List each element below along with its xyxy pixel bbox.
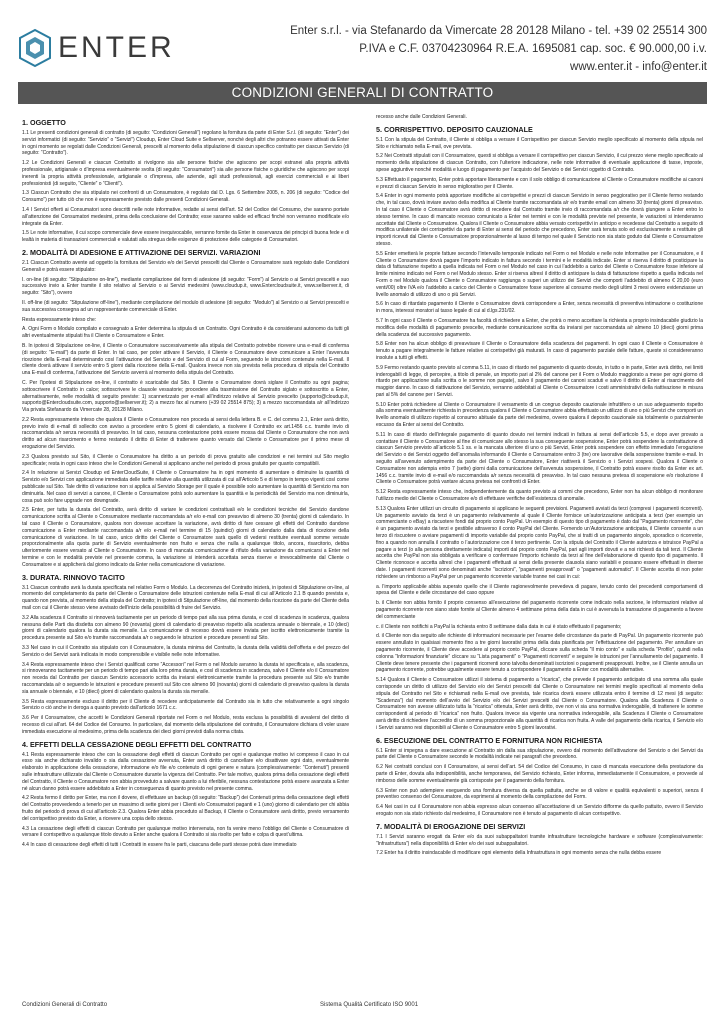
clause-paragraph: 3.3 Nel caso in cui il Contratto sia stipulato con il Consumatore, la durata minima del Contratto, la durata della validità dell’offerta e del prezzo del Servizio o dei Servizi sarà indicata in modo comprensibile e visibile nelle note informative.: [22, 645, 349, 658]
clause-paragraph: 4.4 In caso di cessazione degli effetti di tutti i Contratti in essere fra le parti, ciascuna delle parti stesse potrà dare immediato: [22, 842, 297, 849]
footer-certification: Sistema Qualità Certificato ISO 9001: [320, 1002, 419, 1008]
section-heading: 2. MODALITÀ DI ADESIONE E ATTIVAZIONE DEI SERVIZI. VARIAZIONI: [22, 247, 261, 257]
page-footer: [22, 1002, 703, 1014]
clause-paragraph: 3.6 Per il Consumatore, che accetti le Condizioni Generali riportate nel Form o nel Modulo, resta esclusa la possibilità di avvalersi del diritto di recesso di cui all’art. 64 del Codice del Consumo. In particolare, dal momento della stipulazione del contratto, il Consumatore dichiara di voler usare immediata esecuzione al medesimo, prima della scadenza dei dieci giorni previsti dalla norma citata.: [22, 715, 349, 735]
page-header: [0, 0, 725, 80]
clause-paragraph: 6.2 Nei contratti conclusi con il Consumatore, ai sensi dell’art. 54 del Codice del Consumo, in caso di mancata esecuzione della prestazione da parte di Enter, dovuta alla indisponibilità, anche temporanea, del Servizio richiesto, Enter informa, immediatamente il Consumatore, e provvede al rimborso delle somme eventualmente già corrisposte per il pagamento della fornitura.: [376, 764, 703, 784]
clause-paragraph: 6.3 Enter non può adempiere eseguendo una fornitura diversa da quella pattuita, anche se di valore e qualità equivalenti o superiori, senza il preventivo consenso del Consumatore, da esprimersi al momento della compilazione del Form.: [376, 787, 703, 801]
clause-paragraph: 1.2 Le Condizioni Generali e ciascun Contratto si rivolgono sia alle persone fisiche che agiscono per scopi estranei alla propria attività professionale, artigianale o d’impresa eventualmente svolta (di seguito: “Consumatori”) sia alle persone fisiche o giuridiche che agiscono per scopi inerenti la propria attività professionale, artigianale o d’impresa, alle aziende, agli studi professionali, agli esercizi commerciali e ai liberi professionisti (di seguito, “Cliente” o “Clienti”).: [22, 160, 349, 187]
clause-paragraph: 1.4 I Servizi offerti ai Consumatori sono descritti nelle note informative, redatte ai sensi dell’art. 52 del Codice del Consumo, che saranno portate all’attenzione dei Consumatori medesimi, prima della conclusione del Contratto; esse saranno valide ed efficaci finché non verranno modificate e/o integrate da Enter.: [22, 206, 349, 227]
clause-paragraph: 4.3 La cessazione degli effetti di ciascun Contratto per qualunque motivo intervenuta, non fa venire meno l’obbligo del Cliente o Consumatore di versare il corrispettivo a qualunque titolo dovuto a Enter anche qualora il Contratto si sia risolto per fatto e colpa di quest’ultima.: [22, 825, 349, 839]
clause-paragraph: 6.1 Enter si impegna a dare esecuzione al Contratto sin dalla sua stipulazione, ovvero dal momento dell’attivazione del Servizio o dei Servizi da parte del Cliente o Consumatore secondo le modalità indicate nei paragrafi che precedono.: [376, 747, 703, 761]
section-heading: 3. DURATA. RINNOVO TACITO: [22, 572, 125, 582]
clause-paragraph: 3.2 Alla scadenza il Contratto si rinnoverà tacitamente per un periodo di tempo pari alla sua prima durata, e così di scadenza in scadenza, qualora nessuna delle Parti dia disdetta con almeno 90 (novanta) giorni di calendario di preavviso rispetto alla scadenza annuale o biennale, e 10 (dieci) giorni di calendario qualora la durata sia mensile. La comunicazione di recesso dovrà essere inviata per iscritto elettronicamente tramite la procedura presente sul Sito e/o tramite raccomandata a/r o seguendo le istruzioni e procedure presenti sul Sito.: [22, 614, 349, 642]
clause-paragraph: C. Per l’ipotesi di Stipulazione on-line, il contratto è scaricabile dal Sito. Il Cliente o Consumatore dovrà siglare il Contratto su ogni pagina; sottoscrivere il Contratto in calce; sottoscrivere le clausole vessatorie; procedere alla trasmissione del Contratto siglato e sottoscritto a Enter, alternativamente, nelle modalità di seguito previste: 1) scannerizzato per e-mail all’indirizzo relativo al Servizio prescelto (supporto@cloudup.it, supporto@Entercloudsuite.com, supporto@sellserver.it); 2) a mezzo fax al numero (+39 02 25514 875); 3) a mezzo raccomandata a/r all’indirizzo Via privata Stefanardo da Vimercate 28, 20128 Milano.: [22, 379, 349, 414]
clause-paragraph: 2.1 Ciascun Contratto avente ad oggetto la fornitura del Servizio e/o dei Servizi prescelti dal Cliente o Consumatore sarà regolato dalle Condizioni Generali e potrà essere stipulato:: [22, 259, 349, 273]
clause-paragraph: 5.4 Enter in ogni momento potrà apportare modifiche ai corrispettivi e prezzi di ciascun Servizio in senso peggiorativo per il Cliente fermo restando che, in tal caso, dovrà inviare avviso della modifica al Cliente tramite raccomandata a/r e/o tramite email con almeno 30 (trenta) giorni di preavviso. In tal caso il Cliente o Consumatore avrà diritto di recedere dal Contratto tramite invio di raccomandata a/r che dovrà giungere a Enter entro lo stesso termine. In caso di mancato recesso comunicato a Enter nei termini e con le modalità previste nel presente, le variazioni si intenderanno accettate dal Cliente o Consumatore. Qualora il Cliente o Consumatore abbia versato corrispettivi in anticipo e recedesse dal Contratto a seguito di modifica unilaterale dei corrispettivi da parte di Enter ai sensi del periodo che precedono, Enter sarà tenuta solo ed esclusivamente a restituire gli importi ricevuti dal Cliente o Consumatore proporzionalmente al lasso di tempo nel quale il Servizio non sia stato goduto dal Cliente o Consumatore stesso.: [376, 193, 703, 247]
clause-paragraph: 5.2 Nei Contratti stipulati con il Consumatore, questi si obbliga a versare il corrispettivo per ciascun Servizio, il cui prezzo viene meglio specificato al momento della stipulazione di ciascun Contratto, con l’ulteriore indicazione, nelle note informative di eventuale applicazione di tasse, imposte, spese aggiuntive nonché modalità e luogo di pagamento per l’acquisto del Servizio o dei Servizi oggetto di Contratto.: [376, 153, 703, 173]
clause-paragraph: 5.3 Effettuato il pagamento, Enter potrà apportare liberamente e con il solo obbligo di comunicazione al Cliente o Consumatore modifiche ai canoni e prezzi di ciascun Servizio in senso migliorativo per il Cliente.: [376, 176, 703, 190]
clause-paragraph: 5.14 Qualora il Cliente o Consumatore utilizzi il sistema di pagamento a “ricarica”, che prevede il pagamento anticipato di una somma alla quale corrisponde un diritto di utilizzo del Servizio e/o dei Servizi prescelti dal Cliente o Consumatore nei termini meglio specificati al momento della stipula del Contratto nel Sito e richiamati nella E-mail ove prevista, tale ricarica dovrà essere utilizzata entro il termine di 12 mesi (di seguito: “Scadenza”) dal momento dell’avvio del Servizio e/o dei Servizi prescelti dal Cliente o Consumatore. Qualora alla Scadenza il Cliente o Consumatore non avesse utilizzato tutta la “ricarica” ottenuta, Enter avrà diritto, ove non vi sia una normativa inderogabile, di trattenere le somme corrispondenti al periodo di “ricarica” non fruito. Qualora invece sia vigente una normativa inderogabile, alla Scadenza il Cliente o Consumatore avrà diritto di richiedere l’accredito di un somma proporzionale alla quantità di ricarica non fruita. A valle del pagamento della ricarica, il Servizio e/o i Servizi saranno resi disponibili al Cliente o Consumatore entro 5 giorni lavorativi.: [376, 677, 703, 731]
section-heading: 1. OGGETTO: [22, 118, 66, 127]
clause-paragraph: 2.2 Resta espressamente inteso che qualora il Cliente o Consumatore non proceda ai sensi della lettera B. e C. del comma 2.1, Enter avrà diritto, previo invio di e-mail di sollecito con avviso a procedere entro 5 giorni di calendario, a risolvere il Contratto ex art.1456 c.c. tramite invio di raccomandata a/r senza necessità di preavviso. In tal caso, nessuna contestazione potrà essere mossa dal Cliente o Consumatore che non avrà diritto ad alcun risarcimento e fermo restando il diritto di Enter di trattenere quanto versato dal Cliente o Consumatore per il primo mese di erogazione del Servizio.: [22, 416, 349, 451]
company-address: Enter s.r.l. - via Stefanardo da Vimercate 28 20128 Milano - tel. +39 02 25514 300: [290, 25, 707, 37]
contract-body: [22, 114, 703, 998]
left-column: [22, 114, 349, 998]
clause-paragraph: d. il Cliente non dia seguito alle richieste di informazioni necessarie per l’esame delle circostanze da parte di PayPal. Un pagamento ricorrente può essere annullato in qualsiasi momento fino a tre giorni lavorativi prima della data pianificata per l’effettuazione del pagamento. Per annullare un pagamento ricorrente, il Cliente deve accedere al proprio conto PayPal, cliccare sulla scheda “Il mio conto” e sulla scheda “Profilo”, quindi nella colonna “Informazioni finanziarie” cliccare su “Lista pagamenti” o “Pagamenti ricorrenti” e seguire le istruzioni per l’annullamento del pagamento. Il Cliente deve tenere presente che i pagamenti ricorrenti sono talvolta denominati iscrizioni o pagamenti preapprovati. Inoltre, se il Cliente annulla un pagamento ricorrente, potrebbe ugualmente essere tenuto a corrispondere il pagamento a Enter con modalità alternative.: [376, 633, 703, 674]
clause-paragraph: 4.1 Resta espressamente inteso che con la cessazione degli effetti di ciascun Contratto per ogni e qualunque motivo ivi compreso il caso in cui esso sia anche dichiarato invalido o sia dalla cessazione avvenuta, Enter avrà diritto di cancellare e/o disattivare ogni dato, eventualmente elaborato in applicazione della cessazione, informazione e/o file e/o contenuto di ogni genere e natura (complessivamente: “Contenuti”) presenti sulle infrastrutture utilizzate dal Cliente o Consumatore durante la vigenza del Contratto. Per tale motivo, qualora prima della cessazione degli effetti del Contratto, il Cliente o Consumatore non abbia provveduto a salvare quanto a lui riferibile, nessuna contestazione potrà essere avanzata a Enter né alcun danno potrà essere addebitato a Enter in conseguenza di quanto previsto nel presente comma.: [22, 751, 349, 792]
clause-paragraph: II. off-line (di seguito: “Stipulazione off-line”), mediante compilazione del modulo di adesione (di seguito: “Modulo”) al Servizio o ai Servizi prescelti e sua successiva consegna ad un rappresentante commerciale di Enter.: [22, 299, 349, 313]
document-title: CONDIZIONI GENERALI DI CONTRATTO: [18, 82, 707, 104]
clause-paragraph: 4.2 Resta fermo il diritto per Enter, ma non il dovere, di effettuare un backup (di seguito: “Backup”) dei Contenuti prima della cessazione degli effetti del Contratto provvedendo a tenerlo per un massimo di sette giorni per i Clienti e/o Consumatori paganti e 1 (uno) giorno di calendario per chi abbia fruito del periodo di prova di cui all’articolo 2.3. Qualora Enter abbia proceduto al Backup, il Cliente o Consumatore avrà diritto, previo versamento del corrispettivo previsto da Enter, a ricevere una copia dello stesso.: [22, 795, 349, 822]
clause-paragraph: 1.1 Le presenti condizioni generali di contratto (di seguito: “Condizioni Generali”) regolano la fornitura da parte di Enter S.r.l. (di seguito: “Enter”) dei servizi informatici (di seguito: “Servizio” o “Servizi”) Cloudup, Enter Cloud Suite e Sellserver, nonché degli altri che potranno essere attivati da Enter in ogni momento se regolati dalle Condizioni Generali, prescelti al momento della stipulazione di ciascun specifico contratto per ciascun Servizio (di seguito: “Contratto”).: [22, 130, 349, 157]
clause-paragraph: 5.8 Enter non ha alcun obbligo di preavvisare il Cliente o Consumatore della scadenza dei pagamenti. In ogni caso il Cliente o Consumatore è tenuto a pagare integralmente le fatture relative ai corrispettivi già maturati. In caso di pagamento parziale delle fatture, queste si considereranno insolute a tutti gli effetti.: [376, 341, 703, 361]
clause-paragraph: 6.4 Nei casi in cui il Consumatore non abbia espresso alcun consenso all’accettazione di un Servizio difforme da quello pattuito, ovvero il Servizio erogato non sia stato richiesto dal medesimo, il Consumatore non è tenuto al pagamento di alcun corrispettivo.: [376, 804, 703, 817]
clause-paragraph: 1.5 Le note informative, il cui scopo commerciale deve essere inequivocabile, verranno fornite da Enter in osservanza dei principi di buona fede e di lealtà in materia di transazioni commerciali e valutati alla stregua delle esigenze di protezione delle categorie di Consumatori.: [22, 230, 349, 244]
clause-paragraph: 7.2 Enter ha il diritto insindacabile di modificare ogni elemento della Infrastruttura in ogni momento senza che nulla debba essere: [376, 850, 662, 857]
clause-paragraph: c. il Cliente non notifichi a PayPal la richiesta entro 8 settimane dalla data in cui è stato effettuato il pagamento;: [376, 623, 622, 630]
clause-paragraph: A. Ogni Form o Modulo compilato e consegnato a Enter determina la stipula di un Contratto. Ogni Contratto è da considerarsi autonomo da tutti gli altri eventualmente stipulati fra il Cliente o Consumatore e Enter.: [22, 326, 349, 340]
brand-name: ENTER: [58, 31, 175, 64]
clause-paragraph: 3.5 Resta espressamente escluso il diritto per il Cliente di recedere anticipatamente dal Contratto sia in tutto che relativamente a ogni singolo Servizio o ciò anche in deroga a quanto previsto dall’articolo 1671 c.c.: [22, 698, 349, 712]
clause-paragraph: 5.12 Resta espressamente inteso che, indipendentemente da quanto previsto ai commi che precedono, Enter non ha alcun obbligo di monitorare l’utilizzo medio del Cliente o Consumatore e/o di effettuare verifiche dell’esistenza di anomalie.: [376, 489, 703, 503]
clause-paragraph: 5.5 Enter emetterà le proprie fatture secondo l’intervallo temporale indicato nel Form o nel Modulo e nelle note informative per il Consumatore, e il Cliente o Consumatore dovrà pagare l’importo indicato in fattura secondo i termini e le modalità indicate. Enter si riserva il diritto di posticipare la data di fatturazione rispetto a quella indicata nel Form o nel Modulo nel caso in cui l’addebito a carico del Cliente o Consumatore fosse inferiore al limite minimo indicato nel Form o nel Modulo stesso. Enter si riserva altresì il diritto di anticipare la data di fatturazione rispetto a quella indicata nel Form o nel Modulo qualora il Cliente o Consumatore raggiunga o superi un utilizzo dei Servizi che comporti l’addebito di almeno € 20,00 (euro venti/00) oltre IVA e/o l’addebito a carico del Cliente o Consumatore fosse superiore al consumo medio degli ultimi 3 mesi ovvero evidenziasse un livello anomalo di utilizzo di uno o più Servizi.: [376, 250, 703, 298]
clause-paragraph: 5.11 In caso di ritardo dell’integrale pagamento di quanto dovuto nei termini indicati in fattura ai sensi dell’articolo 5.5, e dopo aver provato a contattare il Cliente o Consumatore al fine di comunicare allo stesso la sua conseguente sospensione, Enter potrà sospendere la contrattazione di ciascun Servizio previsto all’articolo 5.1 ss. e la mancata ulteriore di uno o più Servizi, Enter potrà sospendere con effetto immediato l’erogazione del Servizio o dei Servizi oggetto dell’anomalia informando il Cliente o Consumatore entro 3 (tre) ore lavorative della sospensione tramite e-mail. In seguito all’avvenuto adempimento da parte del Cliente o Consumatore, Enter riattiverà il Servizio o i Servizi sospesi. Qualora il Cliente o Consumatore non adempia entro 7 (sette) giorni dalla comunicazione dell’avvenuta sospensione, il Contratto potrà essere risolto da Enter ex art. 1456 c.c. tramite invio di e-mail e/o raccomandata a/r senza necessità di preavviso. In tal caso nessuna pretesa di sospensione e/o risoluzione il Cliente o Consumatore potrà vantare alcuna pretesa nei confronti di Enter.: [376, 431, 703, 486]
clause-paragraph: 5.9 Fermo restando quanto previsto al comma 5.11, in caso di ritardo nel pagamento di quanto dovuto, in tutto o in parte, Enter avrà diritto, nei limiti inderogabili di legge, di percepire, a titolo di penale, un importo pari al 2% del canone per il Form o Modulo maggiorato a mese per ogni giorno di ritardo per applicazione sulla scritta o le somme non pagate), salvo il pagamento dei canoni scaduti e salvo il diritto di Enter al risarcimento del maggior danno. In caso di riattivazione del Servizio, verranno addebitati al Cliente o Consumatore i costi amministrativi della riattivazione in misura pari al 5% del canone per i Servizi.: [376, 364, 703, 398]
footer-document-name: Condizioni Generali di Contratto: [22, 1002, 108, 1008]
clause-paragraph: 5.7 In ogni caso il Cliente o Consumatore ha facoltà di richiedere a Enter, che potrà o meno accettare la richiesta a proprio insindacabile giudizio la modifica delle modalità di pagamento prescelte, mediante comunicazione scritta da inviarsi per raccomandata a/r almeno 10 (dieci) giorni prima della scadenza del successivo pagamento.: [376, 317, 703, 338]
clause-paragraph: recesso anche dalle Condizioni Generali.: [376, 114, 467, 120]
clause-paragraph: a. l’importo applicabile abbia superato quello che il Cliente ragionevolmente prevedeva di pagare, tenuto conto dei precedenti comportamenti di spesa del Cliente e delle circostanze del caso oppure: [376, 583, 703, 597]
section-heading: 5. CORRISPETTIVO. DEPOSITO CAUZIONALE: [376, 124, 533, 134]
clause-paragraph: B. In ipotesi di Stipulazione on-line, il Cliente o Consumatore successivamente alla stipula del Contratto potrebbe ricevere una e-mail di conferma (di seguito: “E-mail”) da parte di Enter. In tal caso, per poter attivare il Servizio, il Cliente o Consumatore deve comunicare a Enter l’avvenuta ricezione della E-mail determinando così l’attivazione del Servizio e del Servizio di cui al Form, seguendo le istruzioni contenute nella E-mail. Il cliente dovrà attivare il servizio entro 5 giorni dalla ricezione della E-mail. Qualora invece non sia prevista nella procedura di stipula del Contratto una E-mail di conferma, l’attivazione del Servizio avverrà al momento della stipula del Contratto.: [22, 342, 349, 377]
clause-paragraph: 5.13 Qualora Enter utilizzi un circuito di pagamento si applicano le seguenti previsioni. Pagamenti avviati da terzi (compresi i pagamenti ricorrenti). Un pagamento avviato da terzi è un pagamento relativamente al quale il Cliente fornisce un’autorizzazione anticipata a terzi (per esempio un commerciante o eBay) a riscuotere fondi dal proprio conto PayPal. Un esempio di questo tipo di pagamento è dato dal “Pagamento ricorrente”, che è un pagamento avviato da terzi e gestibile attraverso il conto PayPal del Cliente. Fornendo un’Autorizzazione anticipata, il Cliente consente a un terzo di riscuotere o avviare pagamenti di importo variabile dal proprio conto PayPal, che si tratti di un pagamento singolo, sporadico o ricorrente, fino a quando non annulla il contratto o l’autorizzazione con il terzo pertinente. Con la stipula del Contratto il Cliente autorizza e istruisce PayPal a pagare a terzi (o alla persona direttamente indicata) importi dal proprio conto PayPal, pari agli importi dovuti e a noi richiesti da tali terzi. Il Cliente accetta che PayPal non sia obbligata a verificare o confermare l’importo richiesto da terzi al fine dell’elaborazione di questo tipo di pagamento. Il Cliente riconosce e accetta altresì che i pagamenti effettuati ai sensi della presente clausola siano variabili e possano essere effettuati in diverse date. I pagamenti ricorrenti sono denominati anche “iscrizioni”, “pagamenti preapprovati” o “pagamenti automatici”. Il Cliente accetta di non poter richiedere un rimborso a PayPal per un pagamento ricorrente variabile tranne nei casi in cui:: [376, 505, 703, 580]
clause-paragraph: Resta espressamente inteso che:: [22, 316, 97, 323]
company-info: [290, 22, 707, 76]
clause-paragraph: 7.1 I Servizi saranno erogati da Enter e/o da suoi subappaltatori tramite infrastrutture tecnologiche hardware e software (complessivamente: “Infrastruttura”) nella disponibilità di Enter e/o dei suoi subappaltatori.: [376, 833, 703, 847]
clause-paragraph: 5.6 In caso di ritardato pagamento il Cliente o Consumatore dovrà corrispondere a Enter, senza necessità di preventiva intimazione o costituzione in mora, interessi moratori al tasso legale di cui al d.lgs.231/02.: [376, 301, 703, 315]
clause-paragraph: 5.1 Con la stipula del Contratto, il Cliente si obbliga a versare il Corrispettivo per ciascun Servizio meglio specificato al momento della stipula nel Sito e richiamato nella E-mail, ove prevista.: [376, 136, 703, 150]
clause-paragraph: 2.3 Qualora previsto sul Sito, il Cliente o Consumatore ha diritto a un periodo di prova gratuito alle condizioni e nei termini sul Sito meglio specificate; resta in ogni caso inteso che le Condizioni Generali si applicano anche nel periodo di prova gratuito per quanto compatibili.: [22, 453, 349, 467]
clause-paragraph: 3.4 Resta espressamente inteso che i Servizi qualificati come “Accessori” nel Form o nel Modulo avranno la durata ivi specificata e, alla scadenza, si rinnoveranno tacitamente per un periodo di tempo pari alla loro prima durata, e così di scadenza in scadenza, salvo il Cliente e/o il Consumatore non receda dal Contratto per ciascun Servizio accessorio scritta da inviarsi elettronicamente tramite la procedura presente sul Sito e/o tramite raccomandata a/r o seguendo le istruzioni e procedure presenti sul Sito con almeno 90 (novanta) giorni di calendario di preavviso qualora la durata sia annuale o biennale, e 10 (dieci) giorni di calendario qualora la durata sia mensile.: [22, 661, 349, 695]
clause-paragraph: I. on-line (di seguito: “Stipulazione on-line”), mediante compilazione del form di adesione (di seguito: “Form”) al Servizio o ai Servizi prescelti e suo successivo invio a Enter tramite il sito relativo al Servizio o ai Servizi medesimi (www.cloudup.it, www.Entercloudsuite.it, www.sellserver.it, di seguito: “Sito”), ovvero: [22, 276, 349, 297]
enter-logo-icon: [18, 28, 52, 68]
section-heading: 4. EFFETTI DELLA CESSAZIONE DEGLI EFFETTI DEL CONTRATTO: [22, 739, 252, 749]
enter-logo: [18, 28, 175, 68]
clause-paragraph: 1.3 Ciascun Contratto che sia stipulato nei confronti di un Consumatore, è regolato dal D. Lgs. 6 Settembre 2005, n. 206 (di seguito: “Codice del Consumo”) per tutto ciò che non è espressamente previsto dalle presenti Condizioni Generali.: [22, 190, 349, 204]
right-column: [376, 114, 703, 998]
section-heading: 7. MODALITÀ DI EROGAZIONE DEI SERVIZI: [376, 821, 526, 831]
clause-paragraph: 3.1 Ciascun contratto avrà la durata specificata nel relativo Form o Modulo. La decorrenza del Contratto inizierà, in ipotesi di Stipulazione on-line, al momento del completamento da parte del Cliente o Consumatore delle istruzioni contenute nella E-mail di cui all’Articolo 2.1 B quando prevista e, quando non prevista, al momento della stipula del Contratto; in ipotesi di Stipulazione off-line, dal momento della ricezione da parte del Cliente della mail con cui il Cliente stesso viene avvisato dell’inizio della possibilità di fruire del Servizio.: [22, 584, 349, 612]
company-contacts: www.enter.it - info@enter.it: [570, 61, 707, 73]
clause-paragraph: 2.5 Enter, per tutta la durata del Contratto, avrà diritto di variare le condizioni contrattuali e/o le condizioni tecniche del Servizio dandone comunicazione scritta al Cliente o Consumatore mediante raccomandata a/r e/o e-mail con preavviso di almeno 30 (trenta) giorni di calendario. In tal caso il Cliente o Consumatore, qualora non dovesse accettare la variazione, avrà diritto di fare cessare gli effetti del Contratto dandone comunicazione a Enter mediante raccomandata a/r e/o e-mail nel termine di 15 (quindici) giorni di calendario dalla data di ricezione della comunicazione di variazione. In tal caso, unico diritto del Cliente o Consumatore sarà quello di vedersi restituire eventuali somme versate proporzionalmente alla quota parte di Servizio eventualmente non fruito e senza che nulla a qualunque titolo, ancora, risarcitorio, debba ulteriormente essere versato al Cliente o Consumatore. In caso di mancata comunicazione di rifiuto della variazione da comunicarsi a Enter nel termine e con le modalità previste nel presente comma, la variazione si intenderà accettata senza riserve e irrevocabilmente dal Cliente o Consumatore e si applicherà dal giorno indicato da Enter nella comunicazione di variazione.: [22, 507, 349, 568]
section-heading: 6. ESECUZIONE DEL CONTRATTO E FORNITURA NON RICHIESTA: [376, 735, 603, 745]
clause-paragraph: 5.10 Enter potrà richiedere al Cliente o Consumatore il versamento di un congruo deposito cauzionale infruttifero o un suo adeguamento rispetto alla somma eventualmente richiesta in precedenza qualora il Cliente o Consumatore abbia effettuato un utilizzo di uno o più Servizi che comporti un livello anomalo di utilizzo rispetto al consumo abituale da parte del medesimo, ovvero qualora il deposito cauzionale sia totalmente o parzialmente escusso da Enter ai sensi del Contratto.: [376, 401, 703, 429]
company-registration: P.IVA e C.F. 03704230964 R.E.A. 1695081 cap. soc. € 90.000,00 i.v.: [359, 43, 707, 55]
clause-paragraph: 2.4 In relazione ai Servizi Cloudup ed EnterCloudSuite, il Cliente o Consumatore ha in ogni momento di aumentare o diminuire la quantità di Servizio e/o Servizi con applicazione immediata delle tariffe relative alla quantità utilizzata di cui all’Articolo 5 e di tempo in tempo vigenti così come pubblicate sul Sito. Tale diritto di variazione non si applica al Servizio Storage per il quale è possibile solo aumentare la quantità di Servizio ma non diminuirla. Nel caso di servizi a canone, il Cliente o Consumatore potrà solo aumentare la quantità e la periodicità del Servizio ma non diminuirla, cosa può solo fare upgrade non downgrade.: [22, 470, 349, 504]
clause-paragraph: b. il Cliente non abbia fornito il proprio consenso all’esecuzione del pagamento ricorrente come indicato nella sezione, le informazioni relative al pagamento ricorrente non siano state fornite al Cliente almeno 4 settimane prima della data in cui è avvenuta la transazione di pagamento a favore del commerciante: [376, 600, 703, 620]
